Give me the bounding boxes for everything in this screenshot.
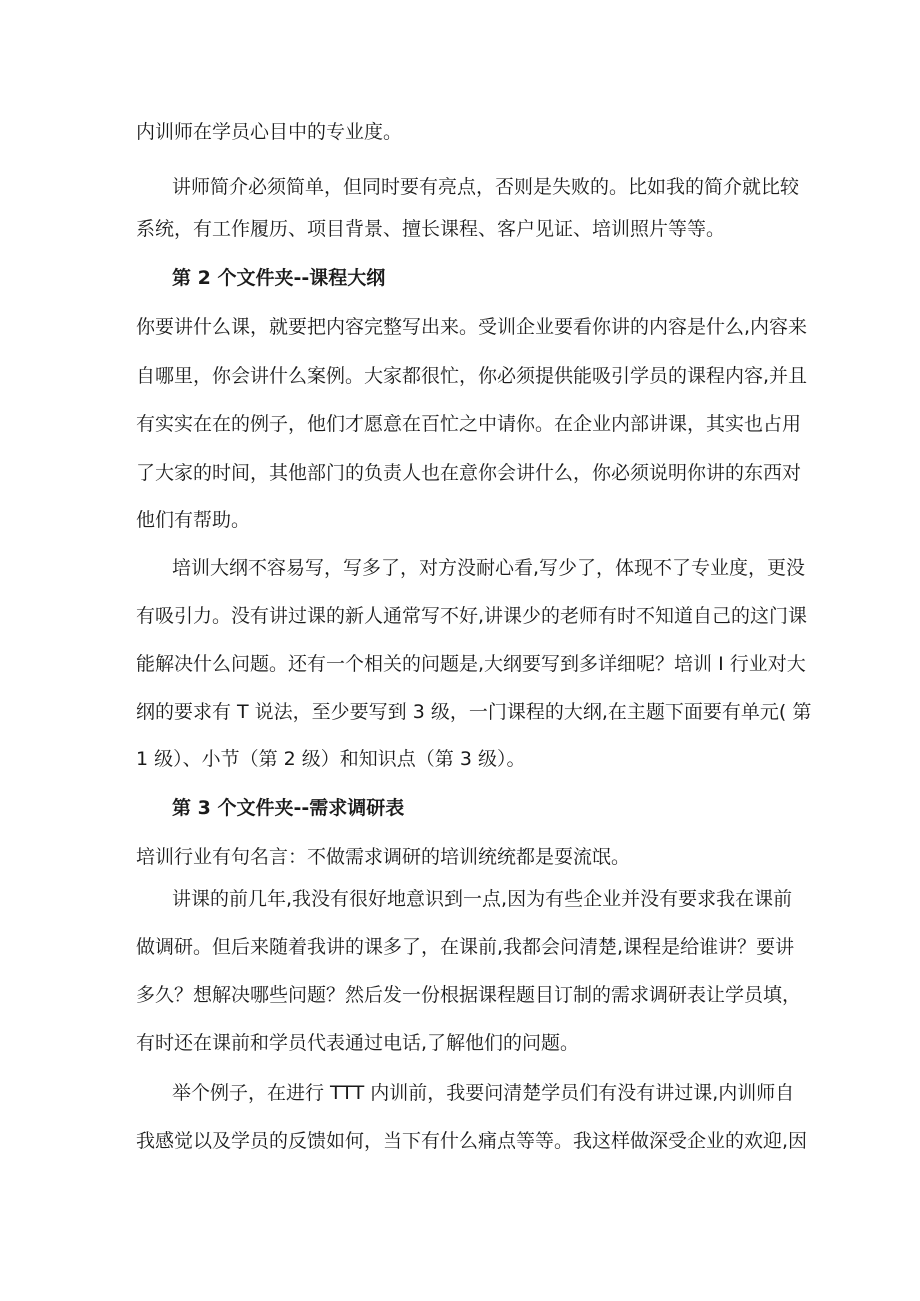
text-line: 有时还在课前和学员代表通过电话,了解他们的问题。 bbox=[136, 1032, 580, 1054]
section-heading: 第 3 个文件夹--需求调研表 bbox=[172, 797, 405, 819]
text-line: 他们有帮助。 bbox=[136, 509, 251, 531]
text-line: 自哪里，你会讲什么案例。大家都很忙，你必须提供能吸引学员的课程内容,并且 bbox=[136, 365, 808, 387]
text-line: 纲的要求有 T 说法，至少要写到 3 级，一门课程的大纲,在主题下面要有单元( 第 bbox=[136, 701, 812, 723]
text-line: 系统，有工作履历、项目背景、擅长课程、客户见证、培训照片等等。 bbox=[136, 218, 726, 240]
text-line: 做调研。但后来随着我讲的课多了，在课前,我都会问清楚,课程是给谁讲？要讲 bbox=[136, 936, 795, 958]
text-line: 我感觉以及学员的反馈如何，当下有什么痛点等等。我这样做深受企业的欢迎,因 bbox=[136, 1130, 808, 1152]
text-line: 有实实在在的例子，他们才愿意在百忙之中请你。在企业内部讲课，其实也占用 bbox=[136, 413, 802, 435]
text-line: 了大家的时间，其他部门的负责人也在意你会讲什么，你必须说明你讲的东西对 bbox=[136, 462, 802, 484]
text-line: 你要讲什么课，就要把内容完整写出来。受训企业要看你讲的内容是什么,内容来 bbox=[136, 316, 808, 338]
text-line: 讲师简介必须简单，但同时要有亮点，否则是失败的。比如我的简介就比较 bbox=[172, 176, 800, 198]
text-line: 1 级）、小节（第 2 级）和知识点（第 3 级）。 bbox=[136, 748, 526, 770]
text-line: 培训行业有句名言：不做需求调研的培训统统都是耍流氓。 bbox=[136, 846, 631, 868]
text-line: 举个例子，在进行 TTT 内训前，我要问清楚学员们有没有讲过课,内训师自 bbox=[172, 1082, 795, 1104]
text-line: 多久？想解决哪些问题？然后发一份根据课程题目订制的需求调研表让学员填， bbox=[136, 984, 802, 1006]
text-line: 有吸引力。没有讲过课的新人通常写不好,讲课少的老师有时不知道自己的这门课 bbox=[136, 605, 808, 627]
text-line: 能解决什么问题。还有一个相关的问题是,大纲要写到多详细呢？培训 I 行业对大 bbox=[136, 653, 806, 675]
text-line: 培训大纲不容易写，写多了，对方没耐心看,写少了，体现不了专业度，更没 bbox=[172, 557, 806, 579]
section-heading: 第 2 个文件夹--课程大纲 bbox=[172, 267, 386, 289]
text-line: 讲课的前几年,我没有很好地意识到一点,因为有些企业并没有要求我在课前 bbox=[172, 888, 793, 910]
text-line: 内训师在学员心目中的专业度。 bbox=[136, 121, 403, 143]
